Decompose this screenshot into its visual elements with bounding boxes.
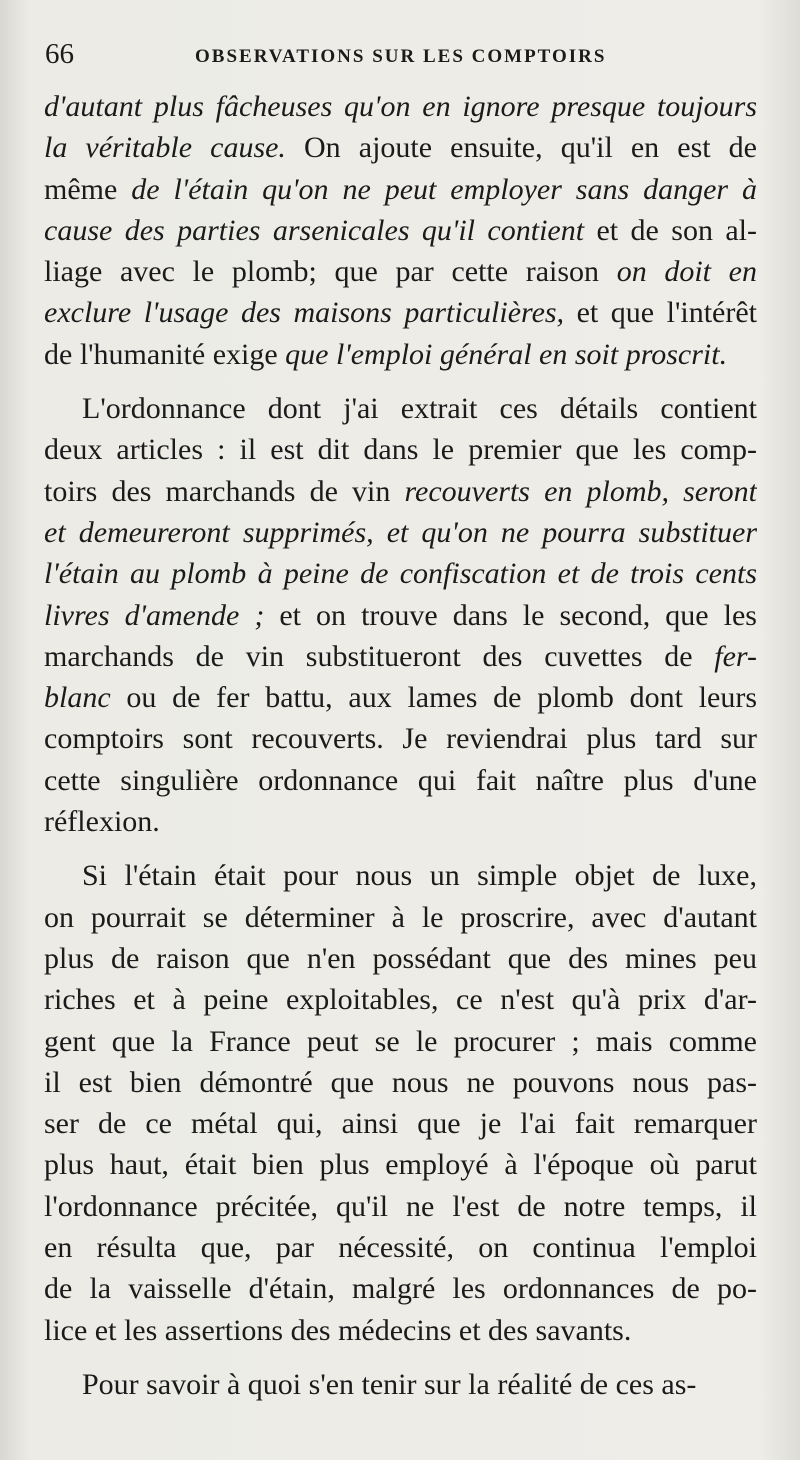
text-line — [44, 1310, 757, 1351]
italic-run: livres d'amende ; — [44, 598, 265, 632]
text-line — [44, 86, 757, 127]
text-run: comptoirs sont recouverts. Je reviendrai plus tard sur — [44, 722, 757, 756]
text-run: et on trouve dans le second, que les — [264, 598, 757, 632]
text-line — [44, 938, 757, 979]
text-line — [44, 127, 757, 168]
text-run: L'ordonnance dont j'ai extrait ces détails contient — [82, 392, 757, 426]
text-line — [44, 1021, 757, 1062]
text-run: de l'humanité exige — [44, 337, 286, 371]
text-run: et que l'intérêt — [564, 296, 757, 330]
text-run: de la vaisselle d'étain, malgré les ordonnances de po- — [44, 1272, 757, 1306]
paragraph-gap — [44, 375, 757, 388]
italic-run: fer- — [714, 639, 757, 673]
text-line — [44, 1364, 757, 1405]
text-run: deux articles : il est dit dans le premier que les comp- — [44, 433, 757, 467]
text-line — [44, 1227, 757, 1268]
text-line — [44, 979, 757, 1020]
text-line — [44, 718, 757, 759]
text-run: plus haut, était bien plus employé à l'époque où parut — [44, 1148, 757, 1182]
text-line — [44, 169, 757, 210]
text-line — [44, 897, 757, 938]
text-line — [44, 1144, 757, 1185]
text-run: toirs des marchands de vin — [44, 474, 405, 508]
paragraph — [44, 855, 757, 1351]
paragraph-gap — [44, 1351, 757, 1364]
text-line — [44, 334, 757, 375]
text-line — [44, 1062, 757, 1103]
text-line — [44, 677, 757, 718]
text-run: gent que la France peut se le procurer ; mais comme — [44, 1024, 757, 1058]
text-line — [44, 471, 757, 512]
italic-run: blanc — [44, 681, 111, 715]
italic-run: l'étain au plomb à peine de confiscation et de trois cents — [44, 557, 757, 591]
paragraph — [44, 1364, 757, 1405]
text-line — [44, 388, 757, 429]
italic-run: de l'étain qu'on ne peut employer sans danger à — [131, 172, 757, 206]
text-run: ou de fer battu, aux lames de plomb dont leurs — [110, 681, 757, 715]
text-line — [44, 251, 757, 292]
text-run: On ajoute ensuite, qu'il en est de — [285, 131, 757, 165]
text-line — [44, 1103, 757, 1144]
italic-run: on doit en — [616, 255, 757, 289]
text-line — [44, 595, 757, 636]
italic-run: la véritable cause. — [44, 131, 286, 165]
text-run: lice et les assertions des médecins et des savants. — [44, 1313, 632, 1347]
page-number: 66 — [45, 38, 74, 70]
page-header — [45, 38, 755, 78]
text-run: riches et à peine exploitables, ce n'est qu'à prix d'ar- — [44, 983, 757, 1017]
text-line — [44, 512, 757, 553]
italic-run: et demeureront supprimés, et qu'on ne pourra substituer — [44, 515, 757, 549]
text-run: en résulta que, par nécessité, on continua l'emploi — [44, 1231, 757, 1265]
text-line — [44, 553, 757, 594]
text-run: même — [44, 172, 132, 206]
paragraph-gap — [44, 842, 757, 855]
text-run: l'ordonnance précitée, qu'il ne l'est de notre temps, il — [44, 1189, 757, 1223]
text-run: liage avec le plomb; que par cette raison — [44, 255, 617, 289]
text-line — [44, 292, 757, 333]
paragraph — [44, 388, 757, 842]
italic-run: d'autant plus fâcheuses qu'on en ignore presque toujours — [44, 90, 757, 123]
text-run: plus de raison que n'en possédant que des mines peu — [44, 941, 757, 975]
text-line — [44, 760, 757, 801]
paragraph — [44, 86, 757, 375]
text-run: on pourrait se déterminer à le proscrire, avec d'autant — [44, 900, 757, 934]
text-line — [44, 636, 757, 677]
italic-run: recouverts en plomb, seront — [404, 474, 757, 508]
running-head: OBSERVATIONS SUR LES COMPTOIRS — [195, 46, 607, 67]
text-line — [44, 801, 757, 842]
text-run: Pour savoir à quoi s'en tenir sur la réalité de ces as- — [82, 1367, 697, 1401]
text-run: et de son al- — [584, 213, 757, 247]
italic-run: cause des parties arsenicales qu'il contient — [44, 213, 585, 247]
text-run: Si l'étain était pour nous un simple objet de luxe, — [82, 859, 757, 893]
text-line — [44, 210, 757, 251]
text-run: ser de ce métal qui, ainsi que je l'ai fait remarquer — [44, 1107, 757, 1141]
text-run: réflexion. — [44, 805, 160, 839]
text-line — [44, 855, 757, 896]
text-run: marchands de vin substitueront des cuvettes de — [44, 639, 715, 673]
italic-run: exclure l'usage des maisons particulières, — [44, 296, 565, 330]
italic-run: que l'emploi général en soit proscrit. — [285, 337, 728, 371]
text-run: cette singulière ordonnance qui fait naître plus d'une — [44, 763, 757, 797]
text-line — [44, 429, 757, 470]
text-line — [44, 1186, 757, 1227]
body-text — [44, 86, 757, 1405]
text-line — [44, 1268, 757, 1309]
text-run: il est bien démontré que nous ne pouvons nous pas- — [44, 1065, 757, 1099]
